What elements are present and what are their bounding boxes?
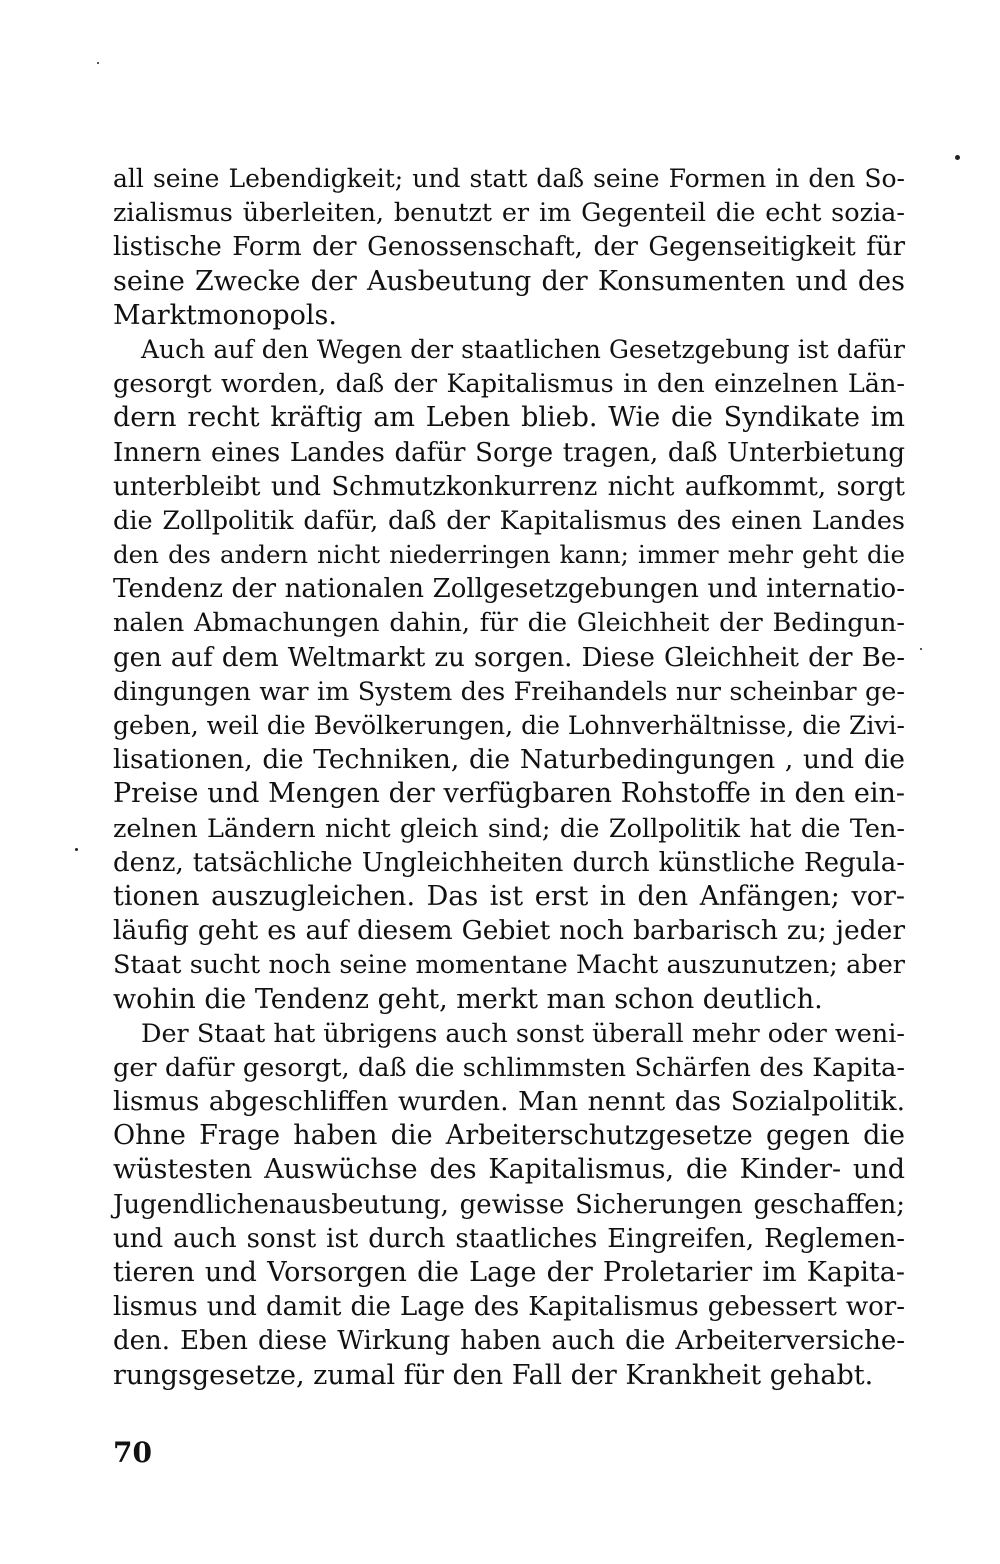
page-number: 70 — [113, 1436, 152, 1469]
text-line: Der Staat hat übrigens auch sonst überall mehr oder weni- — [141, 1018, 905, 1049]
text-line: zialismus überleiten, benutzt er im Gegenteil die echt sozia- — [113, 198, 905, 229]
text-line: Staat sucht noch seine momentane Macht auszunutzen; aber — [113, 950, 905, 981]
text-line: tionen auszugleichen. Das ist erst in den Anfängen; vor- — [113, 880, 905, 912]
text-line: gesorgt worden, daß der Kapitalismus in den einzelnen Län- — [113, 369, 905, 400]
paragraph — [113, 162, 905, 333]
text-line: Innern eines Landes dafür Sorge tragen, daß Unterbietung — [113, 437, 905, 468]
text-line: tieren und Vorsorgen die Lage der Proletarier im Kapita- — [113, 1257, 905, 1288]
text-line: lismus und damit die Lage des Kapitalismus gebessert wor- — [113, 1292, 905, 1323]
text-line: listische Form der Genossenschaft, der Gegenseitigkeit für — [113, 232, 905, 263]
text-line: wüstesten Auswüchse des Kapitalismus, die Kinder- und — [113, 1154, 905, 1186]
text-line: all seine Lebendigkeit; und statt daß seine Formen in den So- — [113, 164, 905, 193]
text-line: gen auf dem Weltmarkt zu sorgen. Diese Gleichheit der Be- — [113, 642, 905, 673]
text-line: Preise und Mengen der verfügbaren Rohstoffe in den ein- — [113, 778, 905, 810]
paragraph — [113, 333, 905, 1017]
text-line: wohin die Tendenz geht, merkt man schon deutlich. — [113, 983, 823, 1015]
print-speck — [955, 155, 960, 160]
text-line: ger dafür gesorgt, daß die schlimmsten Schärfen des Kapita- — [113, 1052, 905, 1083]
text-line: Ohne Frage haben die Arbeiterschutzgesetze gegen die — [113, 1120, 905, 1152]
print-speck — [75, 848, 78, 851]
text-line: läufig geht es auf diesem Gebiet noch barbarisch zu; jeder — [113, 915, 905, 947]
text-line: Auch auf den Wegen der staatlichen Gesetzgebung ist dafür — [141, 334, 905, 364]
print-speck — [97, 62, 99, 64]
text-line: dern recht kräftig am Leben blieb. Wie die Syndikate im — [113, 402, 905, 434]
paragraph — [113, 1017, 905, 1393]
text-line: den des andern nicht niederringen kann; immer mehr geht die — [113, 540, 905, 570]
text-line: seine Zwecke der Ausbeutung der Konsumenten und des — [113, 265, 905, 297]
text-line: lismus abgeschliffen wurden. Man nennt das Sozialpolitik. — [113, 1086, 905, 1118]
text-line: Tendenz der nationalen Zollgesetzgebungen und internatio- — [113, 574, 905, 605]
text-line: zelnen Ländern nicht gleich sind; die Zollpolitik hat die Ten- — [113, 813, 905, 844]
text-line: und auch sonst ist durch staatliches Eingreifen, Reglemen- — [113, 1223, 905, 1254]
text-line: die Zollpolitik dafür, daß der Kapitalismus des einen Landes — [113, 505, 905, 536]
text-line: den. Eben diese Wirkung haben auch die Arbeiterversiche- — [113, 1326, 905, 1357]
text-line: dingungen war im System des Freihandels nur scheinbar ge- — [113, 676, 905, 707]
text-line: nalen Abmachungen dahin, für die Gleichheit der Bedingun- — [113, 608, 905, 639]
text-line: unterbleibt und Schmutzkonkurrenz nicht aufkommt, sorgt — [113, 471, 905, 502]
text-line: Marktmonopols. — [113, 299, 337, 331]
text-line: geben, weil die Bevölkerungen, die Lohnverhältnisse, die Zivi- — [113, 711, 905, 740]
text-line: lisationen, die Techniken, die Naturbedingungen , und die — [113, 744, 905, 776]
text-line: denz, tatsächliche Ungleichheiten durch künstliche Regula- — [113, 847, 905, 878]
page-body — [113, 162, 905, 1393]
text-line: rungsgesetze, zumal für den Fall der Krankheit gehabt. — [113, 1359, 874, 1391]
print-speck — [920, 648, 922, 650]
text-line: Jugendlichenausbeutung, gewisse Sicherungen geschaffen; — [113, 1189, 905, 1220]
